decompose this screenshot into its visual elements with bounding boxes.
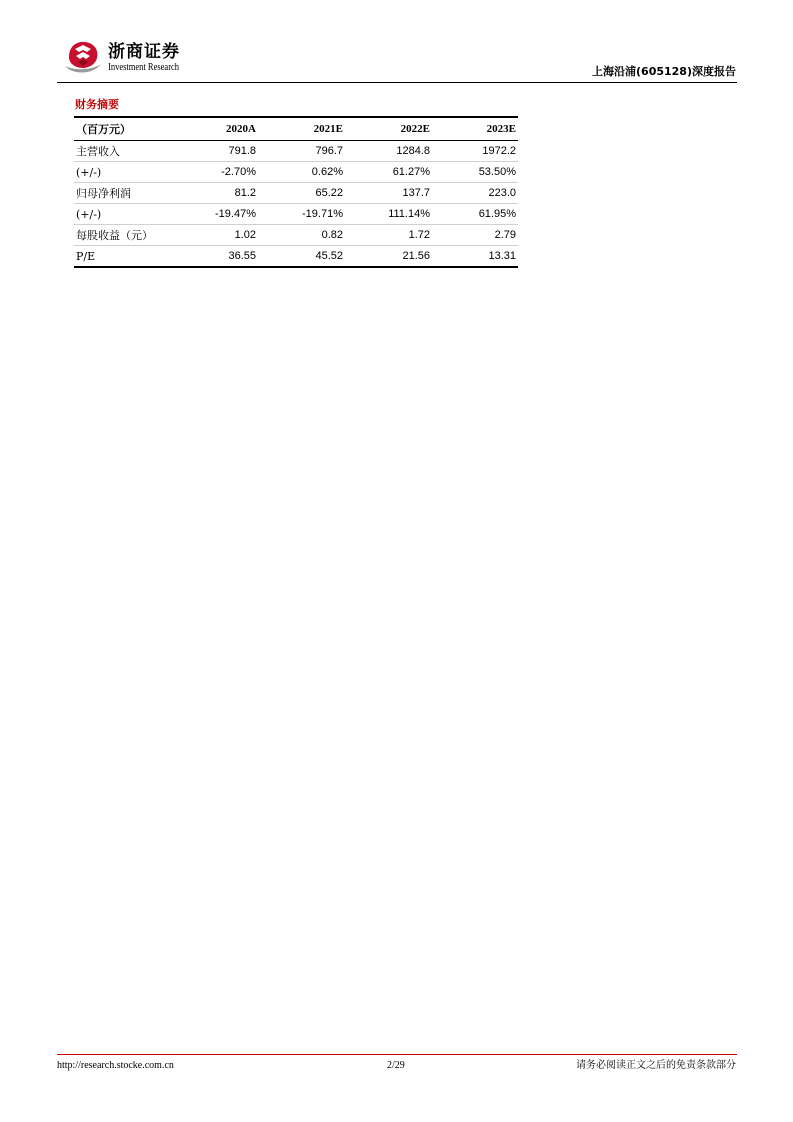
company-logo [63, 39, 103, 75]
column-header-2022e: 2022E [400, 123, 430, 135]
table-cell: 0.62% [311, 166, 343, 178]
logo-chinese-name: 浙商证券 [108, 42, 180, 62]
table-cell: 1972.2 [482, 145, 516, 157]
row-label: 归母净利润 [76, 187, 131, 200]
report-title: 上海沿浦(605128)深度报告 [592, 65, 736, 78]
table-cell: 65.22 [315, 187, 343, 199]
footer-divider [57, 1054, 737, 1055]
row-label: 主营收入 [76, 145, 120, 158]
financial-summary-table [74, 116, 518, 268]
table-cell: 796.7 [315, 145, 343, 157]
table-cell: 2.79 [494, 229, 516, 241]
table-cell: 61.27% [392, 166, 430, 178]
table-cell: 1.02 [234, 229, 256, 241]
table-cell: 223.0 [488, 187, 516, 199]
table-cell: 111.14% [388, 208, 430, 220]
row-label: P/E [76, 249, 96, 263]
table-cell: 81.2 [234, 187, 256, 199]
table-row [74, 204, 518, 225]
table-row [74, 162, 518, 183]
logo-red-emblem-icon [69, 42, 97, 68]
table-cell: 45.52 [315, 250, 343, 262]
table-cell: 791.8 [228, 145, 256, 157]
table-cell: 13.31 [488, 250, 516, 262]
table-cell: -19.71% [302, 208, 343, 220]
table-cell: 61.95% [478, 208, 516, 220]
column-header-2020a: 2020A [226, 123, 256, 135]
table-row [74, 246, 518, 268]
table-cell: -2.70% [221, 166, 256, 178]
table-cell: -19.47% [215, 208, 256, 220]
section-title: 财务摘要 [75, 98, 119, 111]
table-row [74, 141, 518, 162]
row-label: (+/-) [76, 165, 102, 179]
table-header-row [74, 117, 518, 141]
table-cell: 1284.8 [396, 145, 430, 157]
column-header-2021e: 2021E [313, 123, 343, 135]
table-cell: 53.50% [478, 166, 516, 178]
row-label: 每股收益（元） [76, 229, 153, 242]
row-label: (+/-) [76, 207, 102, 221]
logo-english-name: Investment Research [108, 62, 180, 73]
column-header-2023e: 2023E [486, 123, 516, 135]
column-header-unit: （百万元） [76, 123, 131, 136]
footer-disclaimer: 请务必阅读正文之后的免责条款部分 [576, 1060, 736, 1071]
table-cell: 0.82 [321, 229, 343, 241]
table-cell: 36.55 [228, 250, 256, 262]
table-cell: 1.72 [408, 229, 430, 241]
header-divider [57, 82, 737, 83]
footer-website-link[interactable]: http://research.stocke.com.cn [57, 1060, 174, 1071]
table-row [74, 225, 518, 246]
table-row [74, 183, 518, 204]
page-number: 2/29 [387, 1060, 405, 1071]
table-cell: 21.56 [402, 250, 430, 262]
table-cell: 137.7 [402, 187, 430, 199]
